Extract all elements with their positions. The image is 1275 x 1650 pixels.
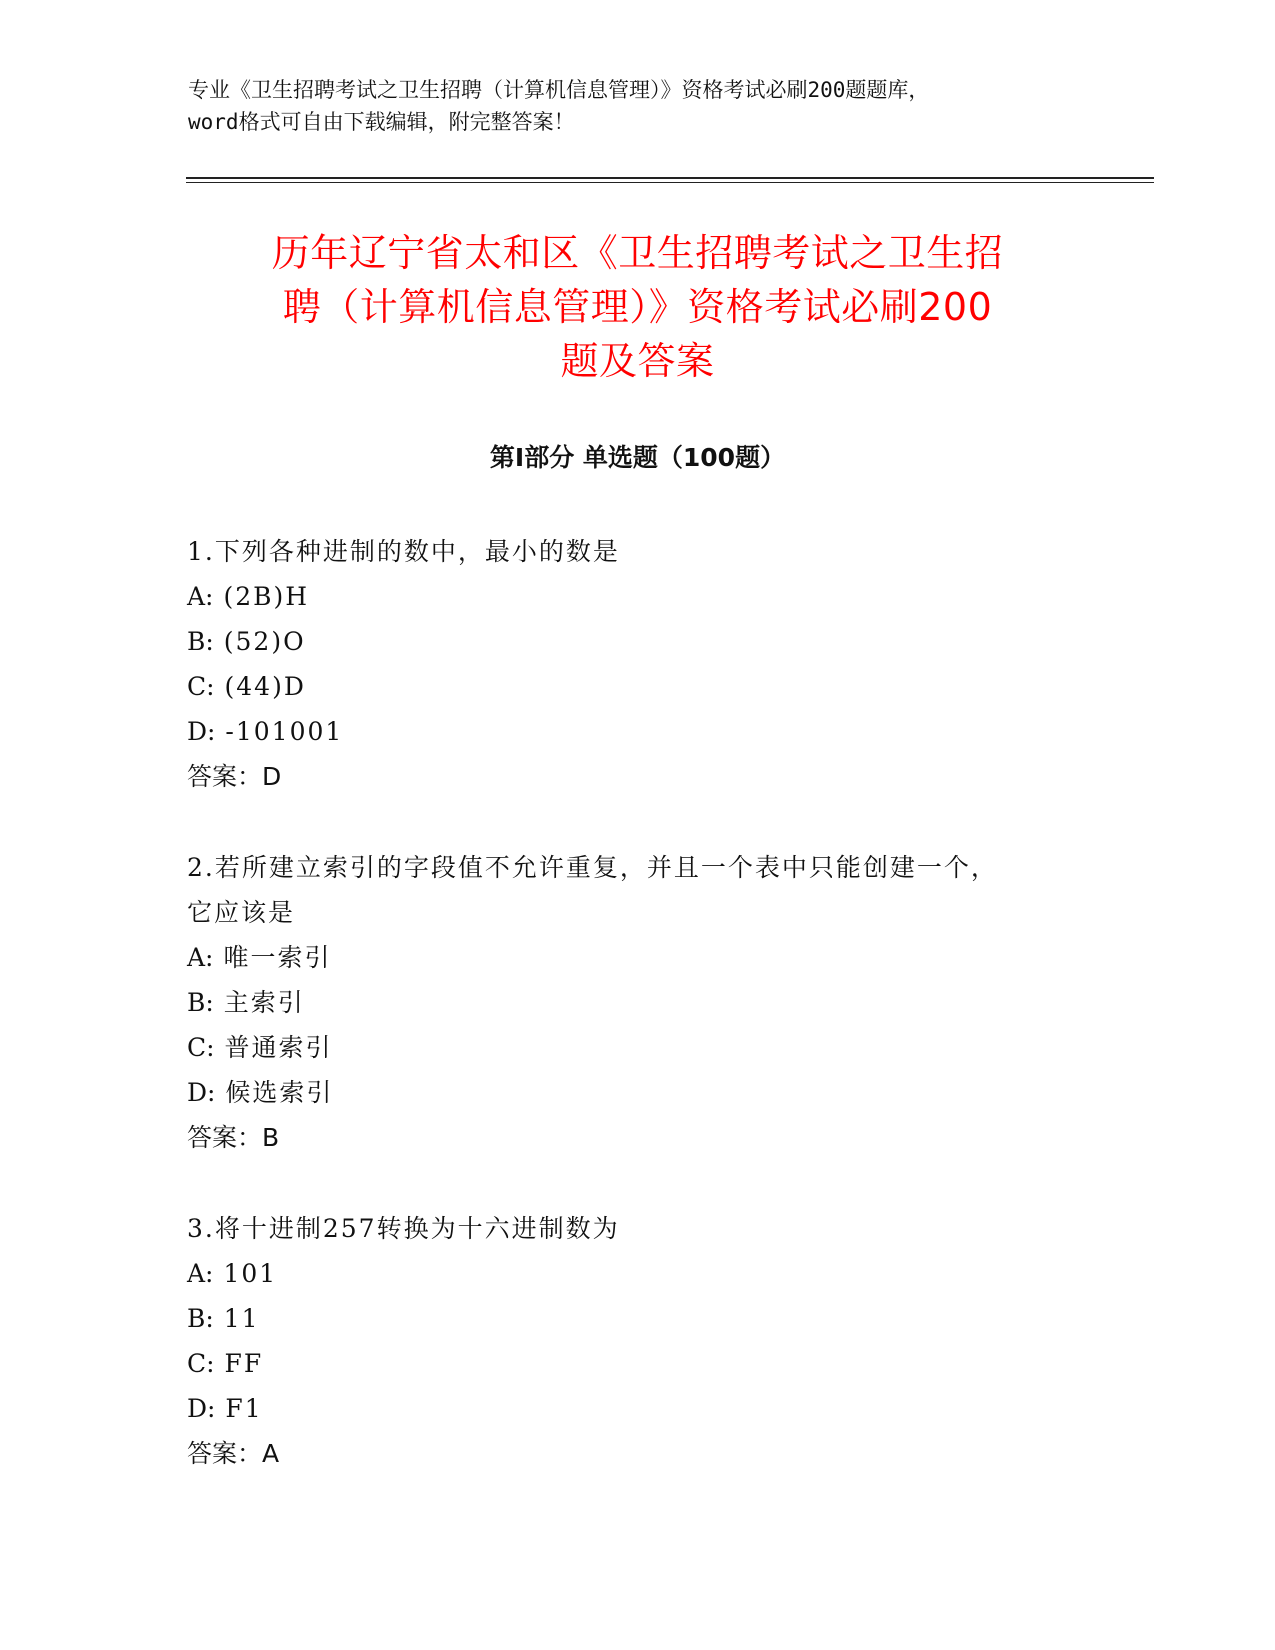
option-a (187, 1251, 1087, 1296)
header-rule-thin (186, 182, 1154, 183)
option-label: B: (187, 988, 214, 1017)
header-rule-thick (186, 177, 1154, 179)
option-text: 普通索引 (224, 1033, 333, 1062)
question-item-2 (187, 845, 1087, 1160)
document-title-line-1: 历年辽宁省太和区《卫生招聘考试之卫生招 (271, 231, 1004, 275)
option-text: F1 (225, 1394, 263, 1423)
option-text: FF (224, 1349, 264, 1378)
option-text: 101 (223, 1259, 278, 1288)
option-a (187, 574, 1087, 619)
option-text: 唯一索引 (223, 943, 332, 972)
option-b (187, 1296, 1087, 1341)
option-c (187, 1341, 1087, 1386)
option-label: B: (187, 627, 214, 656)
question-stem: 2.若所建立索引的字段值不允许重复，并且一个表中只能创建一个， (187, 853, 998, 882)
option-label: D: (187, 717, 216, 746)
option-b (187, 980, 1087, 1025)
option-text: (2B)H (223, 582, 310, 611)
option-c (187, 1025, 1087, 1070)
option-d (187, 709, 1087, 754)
option-label: C: (187, 1349, 215, 1378)
option-text: 主索引 (223, 988, 305, 1017)
option-text: -101001 (225, 717, 344, 746)
option-text: (44)D (224, 672, 306, 701)
header-note-line-1: 专业《卫生招聘考试之卫生招聘（计算机信息管理）》资格考试必刷200题题库， (188, 78, 930, 102)
option-text: 11 (223, 1304, 260, 1333)
option-b (187, 619, 1087, 664)
option-label: A: (187, 943, 214, 972)
document-title-line-2: 聘（计算机信息管理）》资格考试必刷200 (282, 285, 993, 329)
option-label: C: (187, 672, 215, 701)
header-note (188, 74, 1088, 138)
header-note-line-2: word格式可自由下载编辑，附完整答案！ (188, 110, 575, 134)
question-item-1 (187, 529, 1087, 799)
option-text: (52)O (223, 627, 306, 656)
option-label: C: (187, 1033, 215, 1062)
option-d (187, 1070, 1087, 1115)
answer: 答案：B (187, 1123, 280, 1152)
option-text: 候选索引 (225, 1078, 334, 1107)
section-heading: 第I部分 单选题（100题） (489, 443, 786, 472)
option-label: A: (187, 582, 214, 611)
option-c (187, 664, 1087, 709)
document-title-line-3: 题及答案 (560, 339, 715, 383)
question-list (187, 529, 1087, 1522)
option-label: D: (187, 1394, 216, 1423)
answer: 答案：D (187, 762, 282, 791)
question-stem: 1.下列各种进制的数中，最小的数是 (187, 537, 620, 566)
question-item-3 (187, 1206, 1087, 1476)
document-title (160, 226, 1115, 388)
option-label: B: (187, 1304, 214, 1333)
option-label: D: (187, 1078, 216, 1107)
option-a (187, 935, 1087, 980)
answer: 答案：A (187, 1439, 280, 1468)
question-stem-continued: 它应该是 (187, 898, 296, 927)
question-stem: 3.将十进制257转换为十六进制数为 (187, 1214, 620, 1243)
option-d (187, 1386, 1087, 1431)
option-label: A: (187, 1259, 214, 1288)
